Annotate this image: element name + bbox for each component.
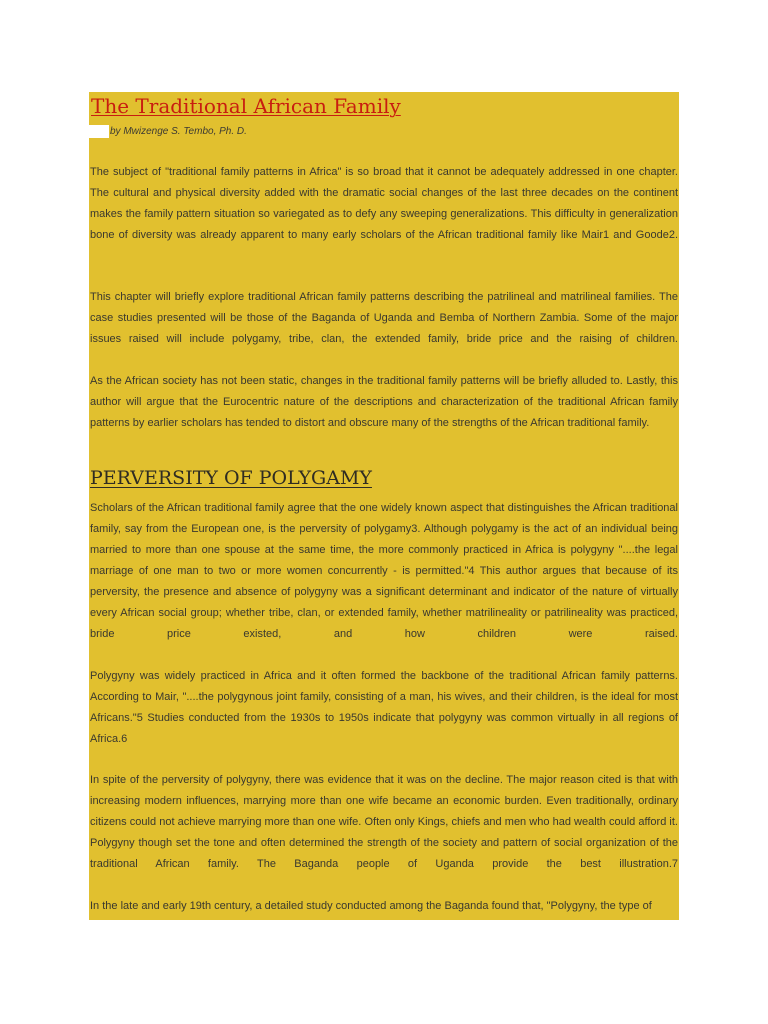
byline-marker	[89, 125, 109, 138]
intro-paragraph-1: The subject of "traditional family patterns in Africa" is so broad that it cannot be adequately addressed in one chapter. The cultural and physical diversity added with the dramatic social changes of the last three decades on the continent makes the family pattern situation so variegated as to defy any sweeping generalizations. This difficulty in generalization bone of diversity was already apparent to many early scholars of the African traditional family like Mair1 and Goode2.	[90, 166, 678, 241]
section-heading: PERVERSITY OF POLYGAMY	[90, 467, 372, 489]
article-title: The Traditional African Family	[91, 94, 401, 118]
section-paragraph-3: In spite of the perversity of polygyny, there was evidence that it was on the decline. The major reason cited is that with increasing modern influences, marrying more than one wife became an economic burden. Even traditionally, ordinary citizens could not achieve marrying more than one wife. Often only Kings, chiefs and men who had wealth could afford it. Polygyny though set the tone and often determined the strength of the society and pattern of social organization of the traditional African family. The Baganda people of Uganda provide the best illustration.7	[90, 774, 678, 870]
section-paragraph-2: Polygyny was widely practiced in Africa and it often formed the backbone of the traditional African family patterns. According to Mair, "....the polygynous joint family, consisting of a man, his wives, and their children, is the ideal for most Africans."5 Studies conducted from the 1930s to 1950s indicate that polygyny was common virtually in all regions of Africa.6	[90, 670, 678, 745]
byline-row	[89, 124, 247, 138]
section-paragraph-4: In the late and early 19th century, a detailed study conducted among the Baganda found that, "Polygyny, the type of	[90, 900, 652, 912]
article-panel	[89, 92, 679, 920]
author-byline: by Mwizenge S. Tembo, Ph. D.	[110, 125, 247, 137]
intro-paragraph-2: This chapter will briefly explore traditional African family patterns describing the patrilineal and matrilineal families. The case studies presented will be those of the Baganda of Uganda and Bemba of Northern Zambia. Some of the major issues raised will include polygamy, tribe, clan, the extended family, bride price and the raising of children.	[90, 291, 678, 345]
section-paragraph-1: Scholars of the African traditional family agree that the one widely known aspect that distinguishes the African traditional family, say from the European one, is the perversity of polygamy3. Although polygamy is the act of an individual being married to more than one spouse at the same time, the more commonly practiced in Africa is polygyny "....the legal marriage of one man to two or more women concurrently - is permitted."4 This author argues that because of its perversity, the presence and absence of polygyny was a significant determinant and indicator of the nature of virtually every African social group; whether tribe, clan, or extended family, whether matrilineality or patrilineality was practiced, bride price existed, and how children were raised.	[90, 502, 678, 640]
intro-paragraph-3: As the African society has not been static, changes in the traditional family patterns will be briefly alluded to. Lastly, this author will argue that the Eurocentric nature of the descriptions and characterization of the traditional African family patterns by earlier scholars has tended to distort and obscure many of the strengths of the African traditional family.	[90, 375, 678, 429]
